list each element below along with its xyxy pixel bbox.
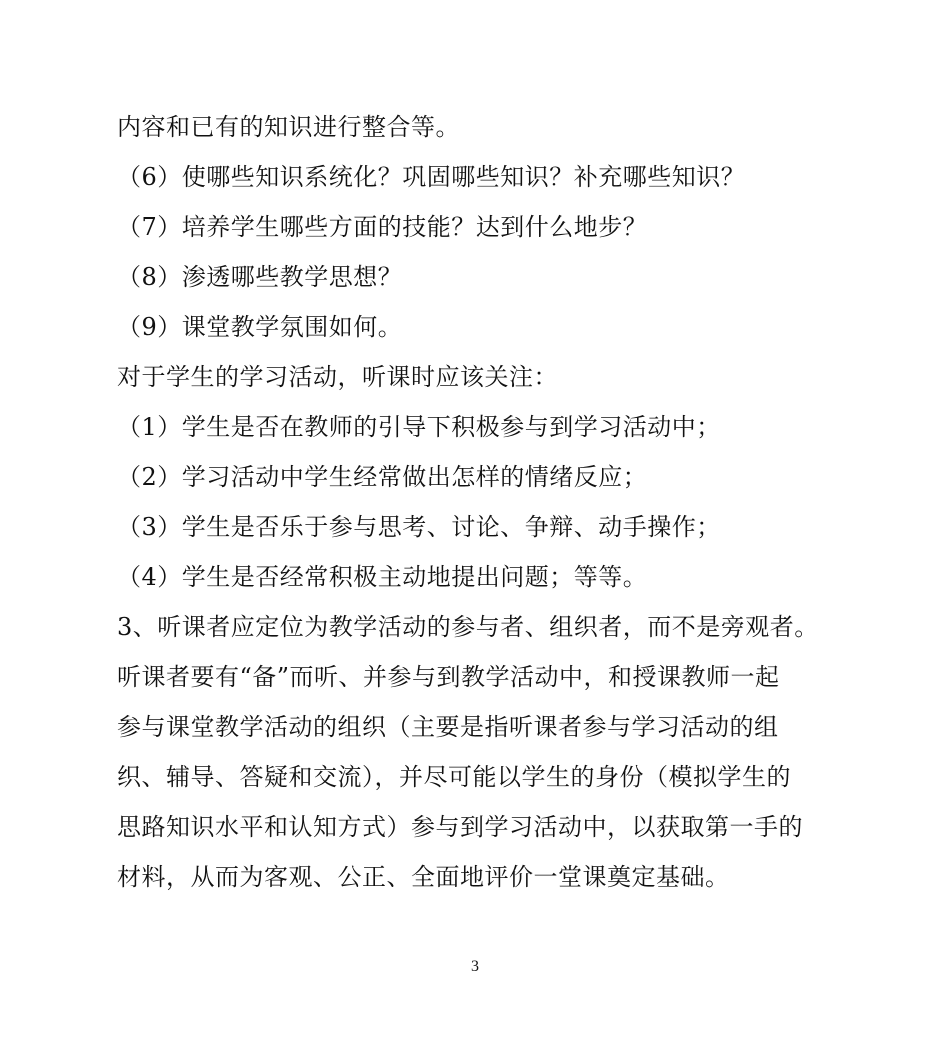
list-item: （6）使哪些知识系统化？巩固哪些知识？补充哪些知识？ xyxy=(117,163,746,191)
page-number: 3 xyxy=(471,958,479,975)
text-line: 参与课堂教学活动的组织（主要是指听课者参与学习活动的组 xyxy=(117,713,779,741)
list-item: （7）培养学生哪些方面的技能？达到什么地步？ xyxy=(117,213,648,241)
text-line: 3、听课者应定位为教学活动的参与者、组织者，而不是旁观者。 xyxy=(117,613,819,641)
list-item: （1）学生是否在教师的引导下积极参与到学习活动中； xyxy=(117,413,721,441)
text-line: 材料，从而为客观、公正、全面地评价一堂课奠定基础。 xyxy=(117,863,730,891)
text-line: 思路知识水平和认知方式）参与到学习活动中，以获取第一手的 xyxy=(117,813,803,841)
text-line: 听课者要有“备”而听、并参与到教学活动中，和授课教师一起 xyxy=(117,663,780,691)
list-item: （4）学生是否经常积极主动地提出问题；等等。 xyxy=(117,563,648,591)
list-item: （9）课堂教学氛围如何。 xyxy=(117,313,403,341)
list-item: （8）渗透哪些教学思想？ xyxy=(117,263,403,291)
list-item: （3）学生是否乐于参与思考、讨论、争辩、动手操作； xyxy=(117,513,721,541)
list-item: （2）学习活动中学生经常做出怎样的情绪反应； xyxy=(117,463,648,491)
text-line: 内容和已有的知识进行整合等。 xyxy=(117,113,460,141)
text-line: 对于学生的学习活动，听课时应该关注： xyxy=(117,363,558,391)
text-line: 织、辅导、答疑和交流），并尽可能以学生的身份（模拟学生的 xyxy=(117,763,791,791)
